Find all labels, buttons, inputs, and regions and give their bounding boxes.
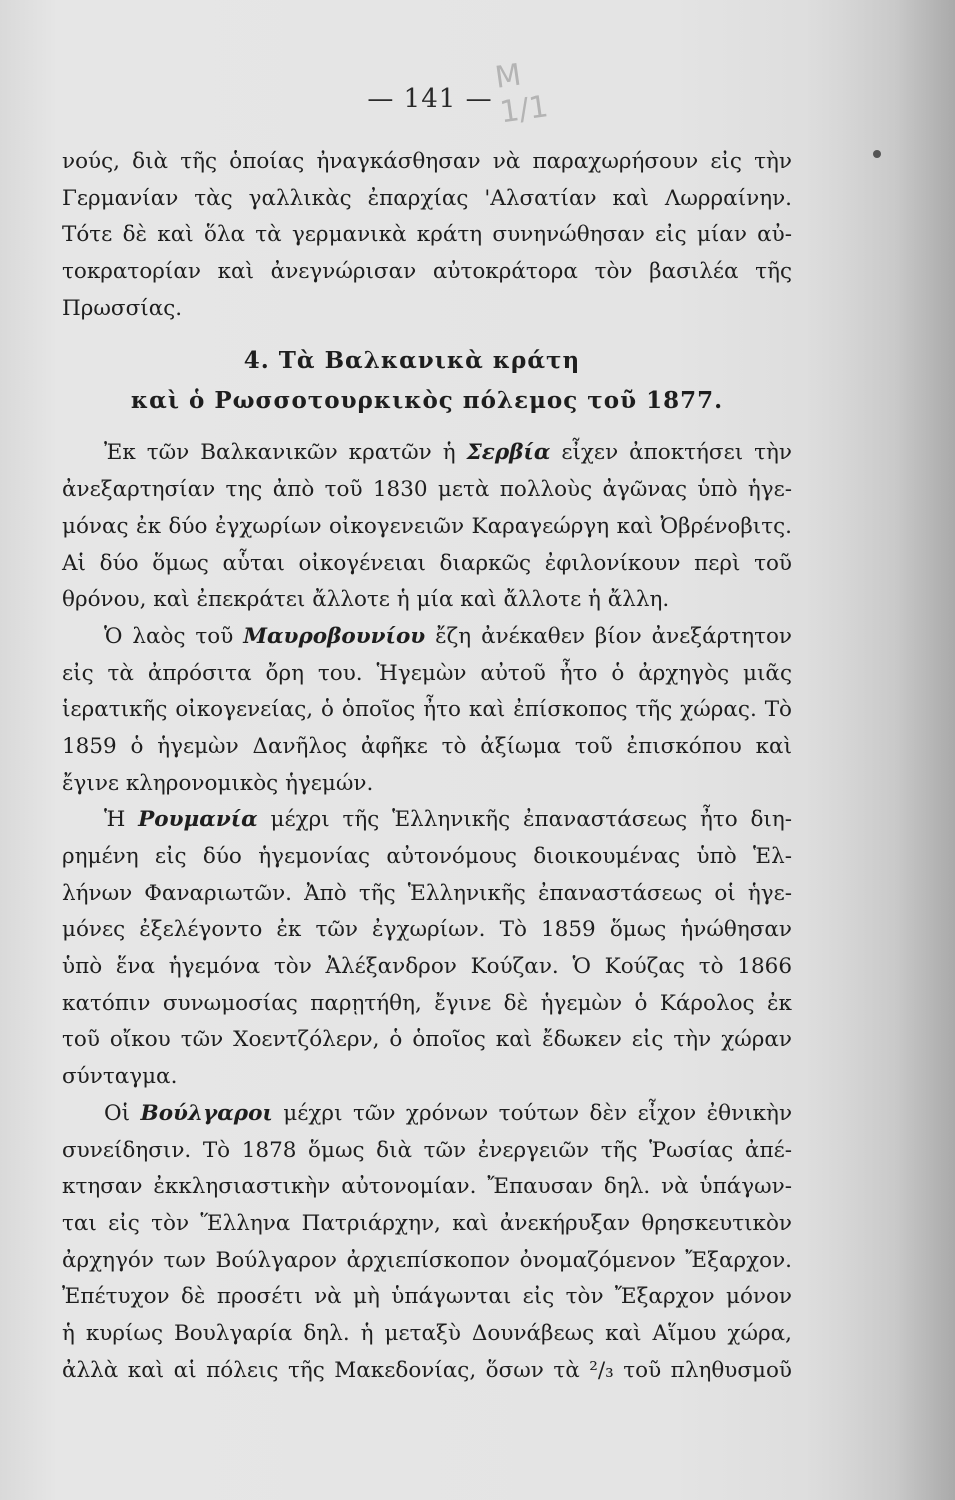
text-line: Πρωσσίας.: [62, 295, 183, 321]
text-run: Οἱ: [104, 1100, 141, 1126]
text-run: Ἐκ τῶν Βαλκανικῶν κρατῶν ἡ: [104, 440, 467, 466]
text-line: μόνας ἐκ δύο ἐγχωρίων οἰκογενειῶν Καραγεώργη καὶ Ὀβρένοβιτς.: [62, 513, 792, 539]
text-run: ἔζη ἀνέκαθεν βίον ἀνεξάρτητον: [425, 623, 792, 649]
text-line: ρημένη εἰς δύο ἡγεμονίας αὐτονόμους διοικουμένας ὑπὸ Ἑλ-: [62, 844, 792, 869]
text-line: ται εἰς τὸν Ἕλληνα Πατριάρχην, καὶ ἀνεκήρυξαν θρησκευτικὸν: [62, 1210, 792, 1236]
text-line: λήνων Φαναριωτῶν. Ἀπὸ τῆς Ἑλληνικῆς ἐπαναστάσεως οἱ ἡγε-: [62, 880, 792, 906]
text-line: ὑπὸ ἕνα ἡγεμόνα τὸν Ἀλέξανδρον Κούζαν. Ὁ Κούζας τὸ 1866: [62, 954, 792, 980]
section-heading-line-1: 4. Τὰ Βαλκανικὰ κράτη: [243, 347, 581, 375]
text-line: ἡ κυρίως Βουλγαρία δηλ. ἡ μεταξὺ Δουνάβεως καὶ Αἵμου χώρα,: [62, 1320, 792, 1346]
spacer: [62, 421, 792, 435]
text-line: Τότε δὲ καὶ ὅλα τὰ γερμανικὰ κράτη συνηνώθησαν εἰς μίαν αὐ-: [62, 222, 792, 248]
ink-dot: [873, 150, 881, 158]
section-heading-line-2: καὶ ὁ Ρωσσοτουρκικὸς πόλεμος τοῦ 1877.: [130, 387, 724, 415]
country-name-montenegro: Μαυροβουνίου: [243, 623, 426, 649]
text-line: ἀλλὰ καὶ αἱ πόλεις τῆς Μακεδονίας, ὅσων τὰ ²/₃ τοῦ πληθυσμοῦ: [62, 1357, 792, 1383]
text-line: ἀρχηγόν των Βούλγαρον ἀρχιεπίσκοπον ὀνομαζόμενον Ἔξαρχον.: [62, 1247, 792, 1273]
page-edge-shadow: [805, 0, 955, 1500]
pencil-annotation: M 1/1: [492, 57, 551, 131]
text-run: Ὁ λαὸς τοῦ: [104, 623, 244, 649]
text-line: ἔγινε κληρονομικὸς ἡγεμών.: [62, 770, 374, 796]
text-line: κτησαν ἐκκλησιαστικὴν αὐτονομίαν. Ἔπαυσαν δηλ. νὰ ὑπάγων-: [62, 1174, 792, 1200]
page-number-header: — 141 —: [367, 84, 493, 114]
text-line: τοκρατορίαν καὶ ἀνεγνώρισαν αὐτοκράτορα τὸν βασιλέα τῆς: [62, 259, 792, 285]
text-line: κατόπιν συνωμοσίας παρῃτήθη, ἔγινε δὲ ἡγεμὼν ὁ Κάρολος ἐκ: [62, 990, 792, 1016]
spacer: [62, 327, 792, 341]
text-line: μόνες ἐξελέγοντο ἐκ τῶν ἐγχωρίων. Τὸ 1859 ὅμως ἡνώθησαν: [62, 917, 792, 943]
text-run: μέχρι τῶν χρόνων τούτων δὲν εἶχον ἐθνικὴν: [272, 1100, 793, 1126]
page-body: [62, 144, 792, 1389]
serbia-paragraph-line: [62, 435, 792, 472]
text-line: Αἱ δύο ὅμως αὗται οἰκογένειαι διαρκῶς ἐφιλονίκουν περὶ τοῦ: [62, 550, 792, 576]
text-run: εἶχεν ἀποκτήσει τὴν: [550, 440, 792, 466]
bulgaria-paragraph-line: [62, 1096, 792, 1133]
text-line: σύνταγμα.: [62, 1064, 178, 1090]
text-line: ἱερατικῆς οἰκογενείας, ὁ ὁποῖος ἦτο καὶ ἐπίσκοπος τῆς χώρας. Τὸ: [62, 697, 792, 723]
text-line: εἰς τὰ ἀπρόσιτα ὄρη του. Ἡγεμὼν αὐτοῦ ἦτο ὁ ἀρχηγὸς μιᾶς: [62, 660, 792, 686]
montenegro-paragraph-line: [62, 619, 792, 656]
country-name-romania: Ρουμανία: [138, 807, 258, 833]
country-name-serbia: Σερβία: [466, 440, 551, 466]
text-line: συνείδησιν. Τὸ 1878 ὅμως διὰ τῶν ἐνεργειῶν τῆς Ῥωσίας ἀπέ-: [62, 1137, 792, 1163]
text-line: 1859 ὁ ἡγεμὼν Δανῆλος ἀφῆκε τὸ ἀξίωμα τοῦ ἐπισκόπου καὶ: [62, 733, 792, 759]
text-run: Ἡ: [104, 807, 139, 833]
text-run: μέχρι τῆς Ἑλληνικῆς ἐπαναστάσεως ἦτο διη-: [257, 807, 792, 833]
country-name-bulgaria: Βούλγαροι: [140, 1100, 273, 1126]
text-line: νούς, διὰ τῆς ὁποίας ἠναγκάσθησαν νὰ παραχωρήσουν εἰς τὴν: [62, 149, 792, 174]
text-line: τοῦ οἴκου τῶν Χοεντζόλερν, ὁ ὁποῖος καὶ ἔδωκεν εἰς τὴν χώραν: [62, 1027, 792, 1053]
text-line: θρόνου, καὶ ἐπεκράτει ἄλλοτε ἡ μία καὶ ἄλλοτε ἡ ἄλλη.: [62, 587, 670, 613]
romania-paragraph-line: [62, 802, 792, 839]
text-line: Γερμανίαν τὰς γαλλικὰς ἐπαρχίας 'Αλσατίαν καὶ Λωρραίνην.: [62, 185, 792, 211]
text-line: Ἐπέτυχον δὲ προσέτι νὰ μὴ ὑπάγωνται εἰς τὸν Ἔξαρχον μόνον: [62, 1284, 792, 1310]
text-line: ἀνεξαρτησίαν της ἀπὸ τοῦ 1830 μετὰ πολλοὺς ἀγῶνας ὑπὸ ἡγε-: [62, 477, 792, 503]
